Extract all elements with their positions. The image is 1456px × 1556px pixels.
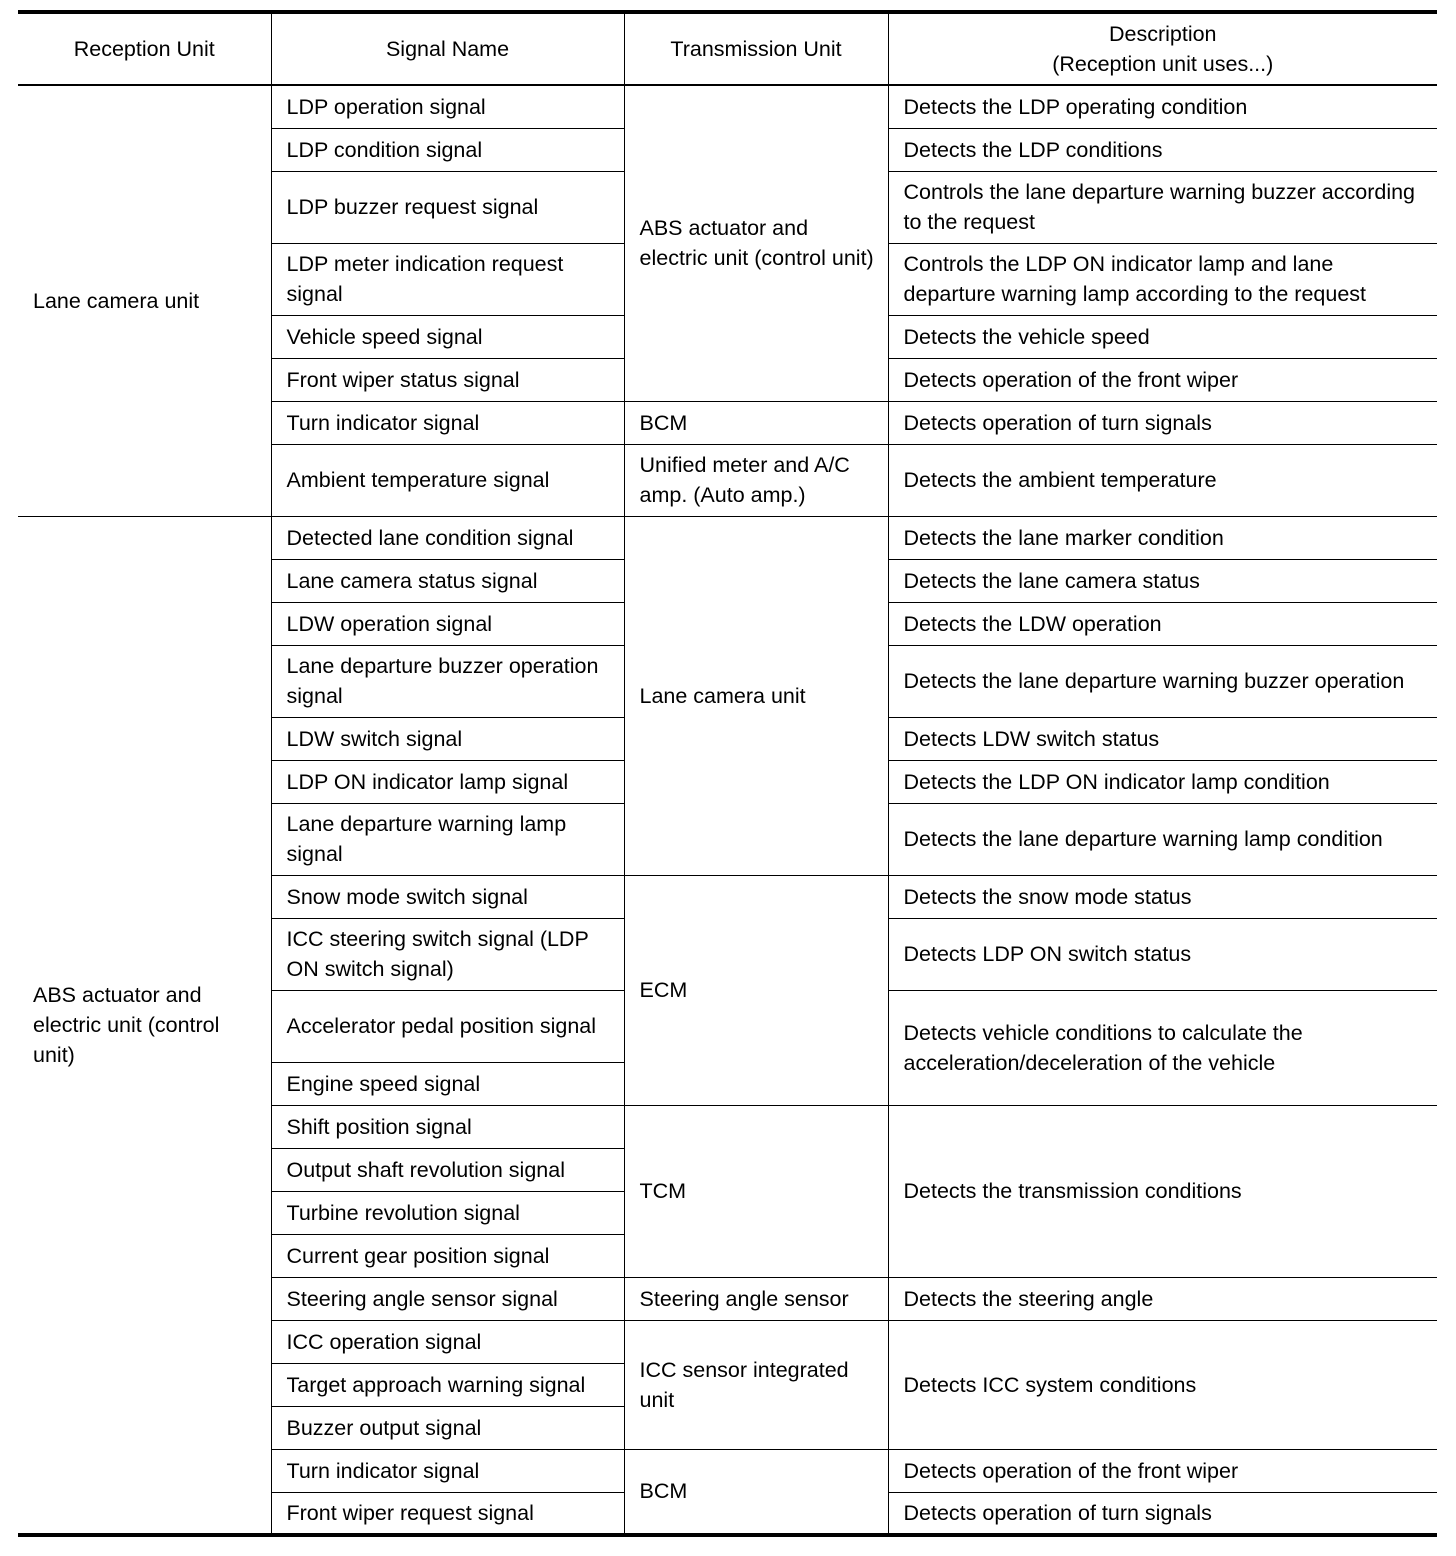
header-description (888, 12, 1437, 85)
signal-name-cell: Accelerator pedal position signal (271, 990, 624, 1062)
description-cell: Detects LDP ON switch status (888, 918, 1437, 990)
description-cell: Detects the snow mode status (888, 875, 1437, 918)
description-cell: Detects the LDW operation (888, 602, 1437, 645)
signal-name-cell: Front wiper request signal (271, 1492, 624, 1535)
header-description-subtitle: (Reception unit uses...) (1052, 52, 1274, 76)
signal-name-cell: Turn indicator signal (271, 401, 624, 444)
description-cell: Detects LDW switch status (888, 717, 1437, 760)
signal-name-cell: Front wiper status signal (271, 358, 624, 401)
header-transmission-unit: Transmission Unit (624, 12, 888, 85)
signal-name-cell: Engine speed signal (271, 1062, 624, 1105)
transmission-unit-cell: Unified meter and A/C amp. (Auto amp.) (624, 444, 888, 516)
signal-name-cell: Lane camera status signal (271, 559, 624, 602)
description-cell: Detects the LDP conditions (888, 128, 1437, 171)
signal-name-cell: LDW operation signal (271, 602, 624, 645)
description-cell: Detects the LDP operating condition (888, 85, 1437, 128)
description-cell: Detects operation of the front wiper (888, 1449, 1437, 1492)
reception-unit-cell: Lane camera unit (18, 85, 271, 516)
table-row (18, 516, 1437, 559)
signal-name-cell: LDW switch signal (271, 717, 624, 760)
signal-name-cell: LDP operation signal (271, 85, 624, 128)
signal-name-cell: ICC steering switch signal (LDP ON switch signal) (271, 918, 624, 990)
description-cell: Detects operation of turn signals (888, 1492, 1437, 1535)
signal-name-cell: Target approach warning signal (271, 1363, 624, 1406)
description-cell: Detects the vehicle speed (888, 315, 1437, 358)
description-cell: Detects the lane marker condition (888, 516, 1437, 559)
signal-name-cell: ICC operation signal (271, 1320, 624, 1363)
transmission-unit-cell: Steering angle sensor (624, 1277, 888, 1320)
transmission-unit-cell: ABS actuator and electric unit (control unit) (624, 85, 888, 401)
description-cell: Detects ICC system conditions (888, 1320, 1437, 1449)
table-row (18, 85, 1437, 128)
signal-name-cell: Output shaft revolution signal (271, 1148, 624, 1191)
signal-name-cell: Vehicle speed signal (271, 315, 624, 358)
can-signal-table (18, 10, 1437, 1537)
signal-name-cell: LDP ON indicator lamp signal (271, 760, 624, 803)
header-signal-name: Signal Name (271, 12, 624, 85)
description-cell: Detects the lane departure warning lamp condition (888, 803, 1437, 875)
signal-name-cell: Buzzer output signal (271, 1406, 624, 1449)
header-description-title: Description (1108, 22, 1217, 46)
description-cell: Detects the lane camera status (888, 559, 1437, 602)
signal-name-cell: Steering angle sensor signal (271, 1277, 624, 1320)
signal-name-cell: Detected lane condition signal (271, 516, 624, 559)
description-cell: Detects the steering angle (888, 1277, 1437, 1320)
transmission-unit-cell: ECM (624, 875, 888, 1105)
signal-name-cell: Lane departure buzzer operation signal (271, 645, 624, 717)
signal-name-cell: Shift position signal (271, 1105, 624, 1148)
signal-name-cell: LDP buzzer request signal (271, 171, 624, 243)
signal-name-cell: Current gear position signal (271, 1234, 624, 1277)
signal-name-cell: LDP meter indication request signal (271, 243, 624, 315)
transmission-unit-cell: TCM (624, 1105, 888, 1277)
header-reception-unit: Reception Unit (18, 12, 271, 85)
signal-name-cell: LDP condition signal (271, 128, 624, 171)
signal-name-cell: Ambient temperature signal (271, 444, 624, 516)
signal-name-cell: Snow mode switch signal (271, 875, 624, 918)
transmission-unit-cell: Lane camera unit (624, 516, 888, 875)
reception-unit-cell: ABS actuator and electric unit (control unit) (18, 516, 271, 1535)
table-header-row (18, 12, 1437, 85)
description-cell: Controls the lane departure warning buzzer according to the request (888, 171, 1437, 243)
signal-table-page (18, 10, 1437, 1537)
transmission-unit-cell: ICC sensor integrated unit (624, 1320, 888, 1449)
signal-name-cell: Turbine revolution signal (271, 1191, 624, 1234)
description-cell: Detects the ambient temperature (888, 444, 1437, 516)
description-cell: Detects the transmission conditions (888, 1105, 1437, 1277)
description-cell: Detects operation of turn signals (888, 401, 1437, 444)
description-cell: Detects vehicle conditions to calculate the acceleration/deceleration of the vehicle (888, 990, 1437, 1105)
description-cell: Detects the lane departure warning buzzer operation (888, 645, 1437, 717)
signal-name-cell: Lane departure warning lamp signal (271, 803, 624, 875)
transmission-unit-cell: BCM (624, 401, 888, 444)
description-cell: Detects the LDP ON indicator lamp condition (888, 760, 1437, 803)
signal-name-cell: Turn indicator signal (271, 1449, 624, 1492)
description-cell: Detects operation of the front wiper (888, 358, 1437, 401)
description-cell: Controls the LDP ON indicator lamp and lane departure warning lamp according to the request (888, 243, 1437, 315)
transmission-unit-cell: BCM (624, 1449, 888, 1535)
